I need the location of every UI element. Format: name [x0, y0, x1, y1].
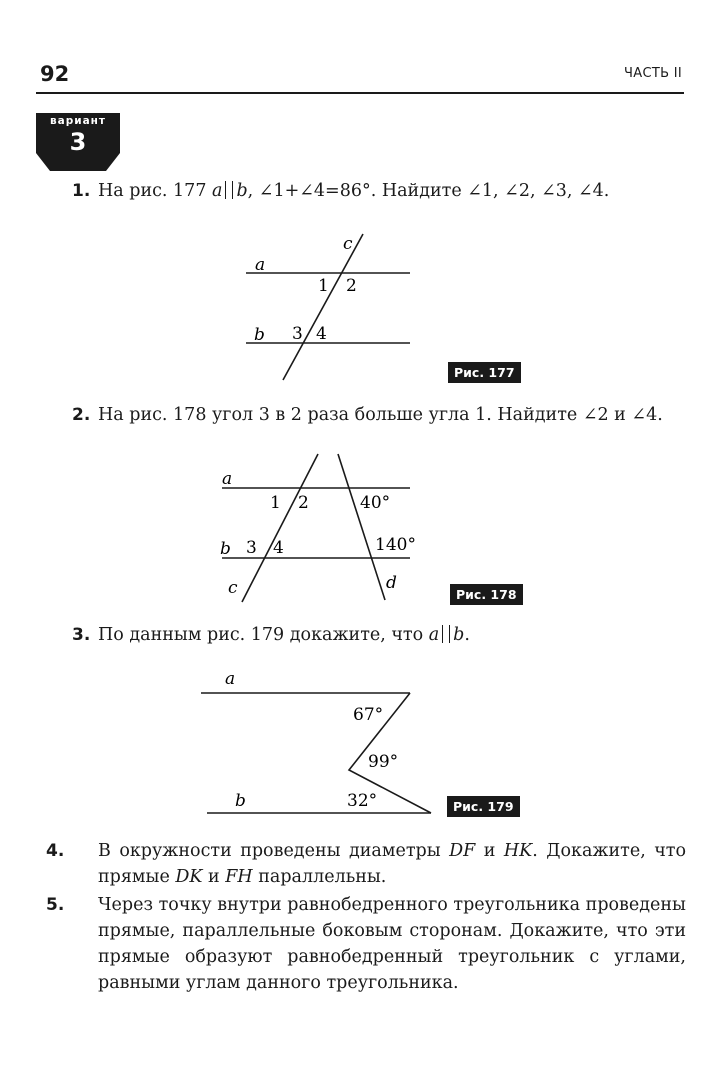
label-b: b: [254, 325, 265, 345]
header-rule: [36, 92, 684, 94]
variant-badge-number: 3: [69, 128, 87, 156]
caption-178: Рис. 178: [450, 584, 523, 605]
angle-label-2: 2: [346, 276, 357, 296]
angle-label-1: 1: [270, 493, 281, 513]
caption-177: Рис. 177: [448, 362, 521, 383]
angle-label-3: 3: [292, 324, 303, 344]
task-text: На рис. 177: [98, 181, 213, 201]
label-b: b: [220, 539, 231, 559]
angle-label-40: 40°: [360, 493, 391, 513]
label-b: b: [235, 791, 246, 811]
task-2: [72, 402, 686, 428]
task-number: 2.: [72, 405, 91, 425]
line-c: [242, 454, 318, 602]
angle-label-140: 140°: [375, 535, 416, 555]
figure-177: [230, 228, 430, 388]
parallel-symbol: [442, 625, 450, 643]
parallel-symbol: [225, 181, 233, 199]
label-a: a: [225, 669, 236, 689]
figure-179: [195, 666, 445, 826]
label-a: a: [255, 255, 266, 275]
task-text: На рис. 178 угол 3 в 2 раза больше угла 1. Найдите ∠2 и ∠4.: [98, 405, 663, 425]
variant-badge-word: вариант: [49, 115, 107, 127]
label-c: c: [228, 578, 238, 598]
task-5: [46, 892, 686, 996]
task-text: Через точку внутри равнобедренного треугольника проведены прямые, параллельные боковым сторонам. Докажите, что эти прямые образуют равнобедренный треугольник с углами, равными углам данного треугольника.: [98, 895, 686, 993]
angle-label-1: 1: [318, 276, 329, 296]
page-number: 92: [40, 62, 70, 86]
task-number: 3.: [72, 625, 91, 645]
angle-label-3: 3: [246, 538, 257, 558]
line-c: [283, 234, 363, 380]
task-3: 3. По данным рис. 179 докажите, что a b.: [72, 622, 686, 648]
line-d: [338, 454, 385, 600]
task-number: 1.: [72, 181, 91, 201]
caption-179: Рис. 179: [447, 796, 520, 817]
angle-label-32: 32°: [347, 791, 378, 811]
task-4: 4. В окружности проведены диаметры DF и HK. Докажите, что прямые DK и FH параллельны.: [72, 838, 686, 890]
angle-label-99: 99°: [368, 752, 399, 772]
angle-label-67: 67°: [353, 705, 384, 725]
running-title: ЧАСТЬ II: [624, 66, 682, 81]
label-c: c: [343, 234, 353, 254]
angle-label-4: 4: [273, 538, 284, 558]
task-1: 1. На рис. 177 a b, ∠1+∠4=86°. Найдите ∠1, ∠2, ∠3, ∠4.: [72, 178, 686, 204]
angle-label-4: 4: [316, 324, 327, 344]
task-text: По данным рис. 179 докажите, что: [98, 625, 429, 645]
label-d: d: [386, 573, 397, 593]
task-number: 5.: [46, 895, 65, 915]
label-a: a: [222, 469, 233, 489]
angle-label-2: 2: [298, 493, 309, 513]
task-number: 4.: [46, 841, 65, 861]
figure-178: [210, 450, 450, 610]
